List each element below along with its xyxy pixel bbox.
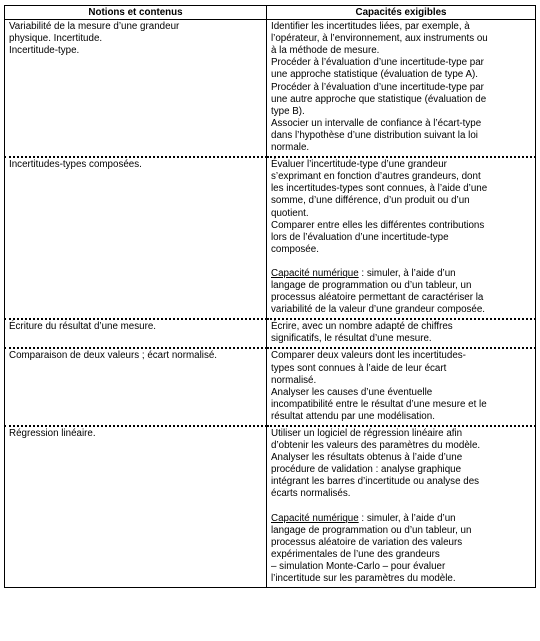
table-header-row [5, 6, 536, 20]
notion-cell [5, 20, 267, 158]
notion-cell [5, 157, 267, 319]
notion-cell [5, 319, 267, 348]
capacite-line: significatifs, le résultat d’une mesure. [271, 333, 432, 345]
capacite-line: processus aléatoire permettant de caractériser la [271, 292, 484, 304]
capacite-line: l’opérateur, à l’environnement, aux instruments ou [271, 33, 488, 45]
curriculum-table [4, 5, 536, 588]
header-notions: Notions et contenus [5, 6, 267, 20]
capacite-line: normalisé. [271, 374, 317, 386]
capacite-line: résultat attendu par une modélisation. [271, 410, 435, 422]
capacite-cell [267, 157, 536, 319]
notion-line: physique. Incertitude. [9, 33, 103, 45]
capacite-line: dans l’hypothèse d’une distribution suivant la loi [271, 129, 478, 141]
notion-cell [5, 348, 267, 426]
capacite-line: à la méthode de mesure. [271, 45, 380, 57]
capacite-line: expérimentales de l’une des grandeurs [271, 548, 440, 560]
capacite-line: composée. [271, 243, 319, 255]
capacite-line: Évaluer l’incertitude-type d’une grandeur [271, 159, 447, 171]
capacite-numerique-label: Capacité numérique [271, 267, 359, 279]
capacite-line: Procéder à l’évaluation d’une incertitude-type par [271, 81, 484, 93]
capacite-line: Analyser les causes d’une éventuelle [271, 386, 433, 398]
capacite-line: Identifier les incertitudes liées, par exemple, à [271, 21, 470, 33]
notion-line: Écriture du résultat d’une mesure. [9, 321, 157, 333]
capacite-line: quotient. [271, 207, 309, 219]
capacite-line: procédure de validation : analyse graphique [271, 464, 462, 476]
capacite-cell [267, 348, 536, 426]
capacite-line: type B). [271, 105, 305, 117]
notion-line: Incertitude-type. [9, 45, 80, 57]
table-row [5, 348, 536, 426]
capacite-numerique-label: Capacité numérique [271, 512, 359, 524]
numerique-line [271, 513, 531, 525]
capacite-line: langage de programmation ou d’un tableur, un [271, 524, 472, 536]
document-page [4, 5, 535, 588]
capacite-line: variabilité de la valeur d’une grandeur composée. [271, 304, 486, 316]
capacite-line: lors de l’évaluation d’une incertitude-type [271, 231, 449, 243]
numerique-line [271, 268, 531, 280]
capacite-line: d’obtenir les valeurs des paramètres du modèle. [271, 440, 481, 452]
capacite-line: les incertitudes-types sont connues, à l’aide d’une [271, 183, 488, 195]
capacite-line: Procéder à l’évaluation d’une incertitude-type par [271, 57, 484, 69]
capacite-line: normale. [271, 142, 310, 154]
capacite-line: une autre approche que statistique (évaluation de [271, 93, 487, 105]
capacite-line: somme, d’une différence, d’un produit ou d’un [271, 195, 470, 207]
notion-line: Variabilité de la mesure d’une grandeur [9, 21, 180, 33]
numerique-text: : simuler, à l’aide d’un [358, 512, 456, 524]
table-row [5, 20, 536, 158]
capacite-line: types sont connues à l’aide de leur écart [271, 362, 447, 374]
capacite-line: processus aléatoire de variation des valeurs [271, 536, 463, 548]
paragraph-gap [271, 501, 531, 513]
paragraph-gap [271, 256, 531, 268]
capacite-line: s’exprimant en fonction d’autres grandeurs, dont [271, 171, 481, 183]
capacite-line: écarts normalisés. [271, 488, 351, 500]
capacite-line: l’incertitude sur les paramètres du modèle. [271, 573, 456, 585]
table-row [5, 157, 536, 319]
capacite-line: Comparer deux valeurs dont les incertitudes- [271, 350, 466, 362]
notion-cell [5, 426, 267, 588]
capacite-line: incompatibilité entre le résultat d’une mesure et le [271, 398, 487, 410]
capacite-cell [267, 426, 536, 588]
capacite-line: – simulation Monte-Carlo – pour évaluer [271, 560, 446, 572]
capacite-line: Utiliser un logiciel de régression linéaire afin [271, 428, 463, 439]
notion-line: Incertitudes-types composées. [9, 159, 142, 171]
capacite-cell [267, 20, 536, 158]
table-row [5, 319, 536, 348]
capacite-line: Écrire, avec un nombre adapté de chiffres [271, 321, 453, 333]
notion-line: Régression linéaire. [9, 428, 96, 439]
capacite-line: langage de programmation ou d’un tableur, un [271, 279, 472, 291]
numerique-text: : simuler, à l’aide d’un [358, 267, 456, 279]
capacite-line: Analyser les résultats obtenus à l’aide d’une [271, 452, 463, 464]
capacite-line: Comparer entre elles les différentes contributions [271, 219, 485, 231]
header-capacites: Capacités exigibles [267, 6, 536, 20]
notion-line: Comparaison de deux valeurs ; écart normalisé. [9, 350, 218, 362]
capacite-line: une approche statistique (évaluation de type A). [271, 69, 478, 81]
capacite-cell [267, 319, 536, 348]
capacite-line: Associer un intervalle de confiance à l’écart-type [271, 117, 482, 129]
capacite-line: intégrant les barres d’incertitude ou analyse des [271, 476, 480, 488]
table-row [5, 426, 536, 588]
